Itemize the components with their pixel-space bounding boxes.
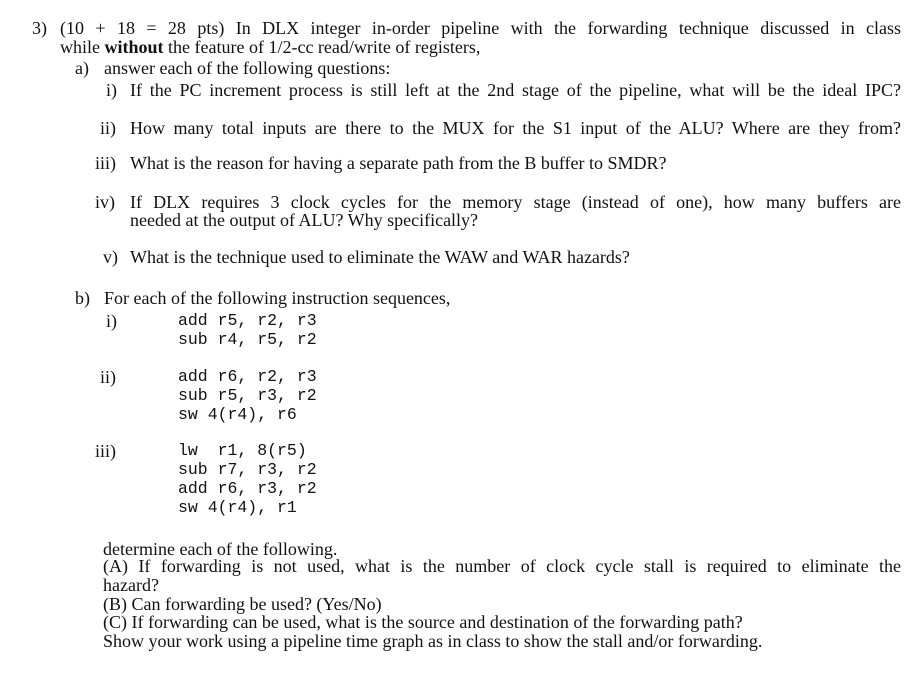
part-a-label: a) — [75, 58, 89, 78]
part-a-item-label-1: i) — [106, 80, 117, 100]
part-a-item-label-3: iii) — [95, 153, 116, 173]
code-line: sw 4(r4), r6 — [178, 405, 297, 424]
code-line: sub r5, r3, r2 — [178, 386, 317, 405]
part-a-intro: answer each of the following questions: — [104, 58, 391, 78]
part-a-item-label-4: iv) — [95, 192, 115, 212]
part-a-item-text-4-line2: needed at the output of ALU? Why specifically? — [130, 210, 479, 230]
part-b-label: b) — [75, 288, 90, 308]
question-header-line1: (10 + 18 = 28 pts) In DLX integer in-order pipeline with the forwarding technique discussed in class — [60, 18, 901, 38]
code-line: add r5, r2, r3 — [178, 311, 317, 330]
sequence-label-3: iii) — [95, 441, 116, 461]
part-a-item-text-2: How many total inputs are there to the MUX for the S1 input of the ALU? Where are they from? — [130, 118, 901, 138]
emphasis-without: without — [104, 37, 164, 57]
show-work-instruction: Show your work using a pipeline time graph as in class to show the stall and/or forwarding. — [103, 631, 763, 651]
part-a-item-text-3: What is the reason for having a separate path from the B buffer to SMDR? — [130, 153, 667, 173]
part-b-intro: For each of the following instruction sequences, — [104, 288, 451, 308]
code-line: add r6, r3, r2 — [178, 479, 317, 498]
part-a-item-label-5: v) — [103, 247, 118, 267]
code-line: sub r7, r3, r2 — [178, 460, 317, 479]
question-A-line1: (A) If forwarding is not used, what is the number of clock cycle stall is required to eliminate the — [103, 556, 901, 576]
part-a-item-text-5: What is the technique used to eliminate the WAW and WAR hazards? — [130, 247, 630, 267]
code-line: add r6, r2, r3 — [178, 367, 317, 386]
sequence-label-2: ii) — [100, 367, 116, 387]
question-B: (B) Can forwarding be used? (Yes/No) — [103, 594, 382, 614]
question-number: 3) — [32, 18, 47, 38]
part-a-item-text-4-line1: If DLX requires 3 clock cycles for the memory stage (instead of one), how many buffers are — [130, 192, 901, 212]
part-a-item-text-1: If the PC increment process is still left at the 2nd stage of the pipeline, what will be the ideal IPC? — [130, 80, 901, 100]
code-line: sw 4(r4), r1 — [178, 498, 297, 517]
code-line: sub r4, r5, r2 — [178, 330, 317, 349]
question-header-line2: while without the feature of 1/2-cc read/write of registers, — [60, 37, 481, 57]
code-line: lw r1, 8(r5) — [178, 441, 307, 460]
question-C: (C) If forwarding can be used, what is the source and destination of the forwarding path? — [103, 612, 743, 632]
part-a-item-label-2: ii) — [100, 118, 116, 138]
question-A-line2: hazard? — [103, 575, 159, 595]
determine-text: determine each of the following. — [103, 539, 338, 559]
sequence-label-1: i) — [106, 311, 117, 331]
